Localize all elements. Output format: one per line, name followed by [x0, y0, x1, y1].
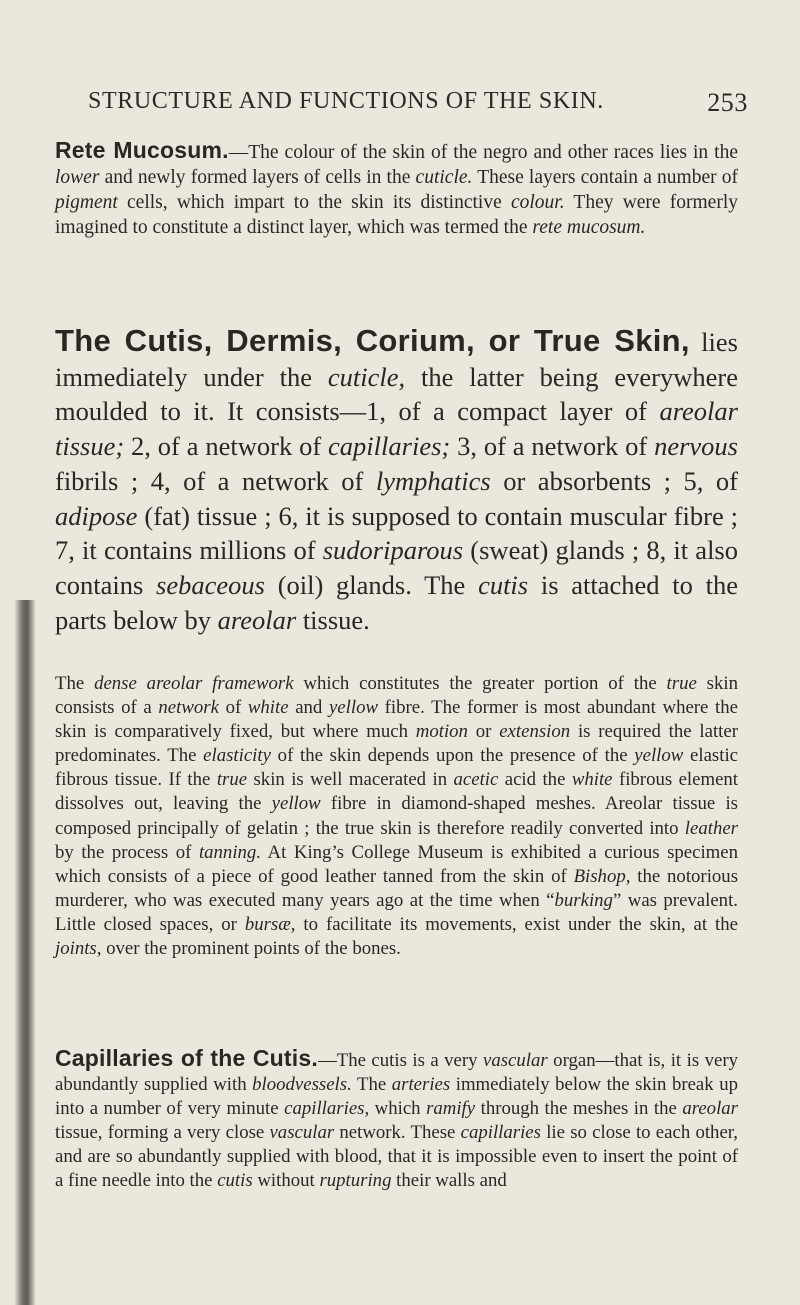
- italic-term: motion: [415, 721, 468, 743]
- italic-term: white: [571, 769, 613, 791]
- text: lie so close to each other, and are so abundantly supplied with blood, that it is impossible even to insert the point of a fine needle into the: [55, 1122, 738, 1192]
- text: by the process of: [55, 841, 199, 863]
- text: (sweat) glands ; 8, it also contains: [55, 535, 738, 600]
- text: ” was prevalent. Little closed spaces, or: [55, 889, 738, 935]
- text: skin consists of a: [55, 673, 738, 719]
- italic-term: white: [247, 697, 289, 719]
- heading-cutis: The Cutis, Dermis, Corium, or True Skin,: [55, 323, 690, 358]
- paragraph-rete-mucosum: [55, 138, 738, 240]
- page-binding-shadow: [0, 600, 36, 1305]
- text: At King’s College Museum is exhibited a curious specimen which consists of a piece of good leather tanned from the skin of: [55, 841, 738, 887]
- text: or absorbents ; 5, of: [490, 465, 738, 496]
- italic-term: capillaries;: [328, 431, 451, 462]
- text: fibrous element dissolves out, leaving the: [55, 769, 739, 815]
- text: These layers contain a number of: [472, 167, 738, 188]
- text: organ—that is, it is very abundantly supplied with: [55, 1050, 738, 1096]
- text: immediately below the skin break up into a number of very minute: [55, 1074, 738, 1120]
- text: is required the latter predominates. The: [55, 721, 738, 767]
- text: skin is well macerated in: [247, 769, 454, 791]
- italic-term: lower: [55, 167, 100, 188]
- italic-term: yellow: [634, 745, 684, 767]
- text: They were formerly imagined to constitute a distinct layer, which was termed the: [55, 192, 738, 238]
- italic-term: bursæ,: [244, 913, 296, 935]
- text: —The colour of the skin of the negro and other races lies in the: [228, 142, 738, 163]
- text: elastic fibrous tissue. If the: [55, 745, 738, 791]
- text: is attached to the parts below by: [55, 569, 738, 635]
- text: to facilitate its movements, exist under the skin, at the: [295, 913, 738, 935]
- italic-term: rete mucosum.: [532, 217, 646, 238]
- text: of the skin depends upon the presence of the: [270, 745, 635, 767]
- paragraph-capillaries: [55, 1046, 738, 1194]
- text: 3, of a network of: [450, 431, 655, 462]
- text: fibre in diamond-shaped meshes. Areolar tissue is composed principally of gelatin ; the true skin is therefore readily converted into: [55, 793, 738, 839]
- text: the notorious murderer, who was executed many years ago at the time when “: [55, 865, 738, 911]
- text: tissue, forming a very close: [55, 1122, 270, 1144]
- text: (fat) tissue ; 6, it is supposed to contain muscular fibre ; 7, it contains millions of: [55, 500, 738, 566]
- italic-term: true: [666, 673, 697, 694]
- running-title: STRUCTURE AND FUNCTIONS OF THE SKIN.: [88, 88, 604, 114]
- italic-term: cuticle,: [327, 361, 406, 392]
- text: network. These: [334, 1122, 461, 1144]
- italic-term: dense areolar framework: [94, 673, 294, 694]
- text: The: [351, 1074, 392, 1096]
- page-number: 253: [707, 88, 748, 117]
- text: of: [218, 697, 248, 719]
- text: through the meshes in the: [475, 1098, 683, 1120]
- heading-capillaries: Capillaries of the Cutis.: [55, 1045, 318, 1071]
- text: without: [252, 1170, 320, 1192]
- text: —The cutis is a very: [317, 1050, 484, 1071]
- italic-term: capillaries: [460, 1122, 541, 1144]
- italic-term: cutis: [478, 569, 529, 600]
- italic-term: joints,: [55, 938, 102, 960]
- italic-term: pigment: [55, 192, 118, 213]
- text: 2, of a network of: [124, 431, 329, 462]
- italic-term: sebaceous: [156, 569, 265, 600]
- text: The: [55, 673, 95, 694]
- text: which constitutes the greater portion of the: [293, 673, 667, 694]
- italic-term: bloodvessels.: [252, 1074, 352, 1096]
- text: fibrils ; 4, of a network of: [55, 465, 376, 496]
- text: and newly formed layers of cells in the: [99, 167, 416, 188]
- italic-term: extension: [499, 721, 571, 743]
- italic-term: cuticle.: [415, 167, 473, 188]
- text: tissue.: [296, 604, 370, 635]
- text: over the prominent points of the bones.: [101, 938, 401, 960]
- italic-term: colour.: [510, 192, 565, 213]
- italic-term: acetic: [453, 769, 499, 791]
- italic-term: arteries: [391, 1074, 451, 1096]
- italic-term: vascular: [269, 1122, 335, 1144]
- text: acid the: [498, 769, 572, 791]
- text: their walls and: [391, 1170, 507, 1192]
- italic-term: tanning.: [198, 841, 262, 863]
- italic-term: ramify: [426, 1098, 476, 1120]
- text: (oil) glands. The: [264, 569, 479, 600]
- italic-term: areolar: [217, 604, 297, 635]
- italic-term: Bishop,: [573, 865, 631, 887]
- italic-term: elasticity: [203, 745, 271, 767]
- italic-term: yellow: [271, 793, 321, 815]
- italic-term: true: [216, 769, 248, 791]
- paragraph-cutis: [55, 324, 738, 637]
- heading-rete-mucosum: Rete Mucosum.: [55, 137, 229, 163]
- italic-term: capillaries,: [284, 1098, 370, 1120]
- italic-term: leather: [684, 817, 738, 839]
- text: and: [288, 697, 329, 719]
- italic-term: areolar: [682, 1098, 738, 1120]
- italic-term: network: [158, 697, 219, 719]
- text: fibre. The former is most abundant where the skin is comparatively fixed, but where much: [55, 697, 738, 743]
- italic-term: adipose: [55, 500, 138, 531]
- text: which: [369, 1098, 427, 1120]
- paragraph-areolar-framework: [55, 672, 738, 961]
- running-header: [88, 88, 748, 128]
- italic-term: cutis: [217, 1170, 253, 1192]
- italic-term: nervous: [654, 431, 738, 462]
- text: or: [467, 721, 500, 743]
- italic-term: vascular: [483, 1050, 548, 1071]
- italic-term: rupturing: [319, 1170, 392, 1192]
- italic-term: sudoriparous: [322, 535, 464, 566]
- text: cells, which impart to the skin its distinctive: [117, 192, 511, 213]
- italic-term: burking: [554, 889, 613, 911]
- text: lies immediately under the: [55, 327, 738, 392]
- italic-term: lymphatics: [375, 465, 491, 496]
- italic-term: areolar tissue;: [55, 396, 738, 462]
- text: the latter being everywhere moulded to it. It consists—1, of a compact layer of: [55, 361, 738, 427]
- italic-term: yellow: [328, 697, 378, 719]
